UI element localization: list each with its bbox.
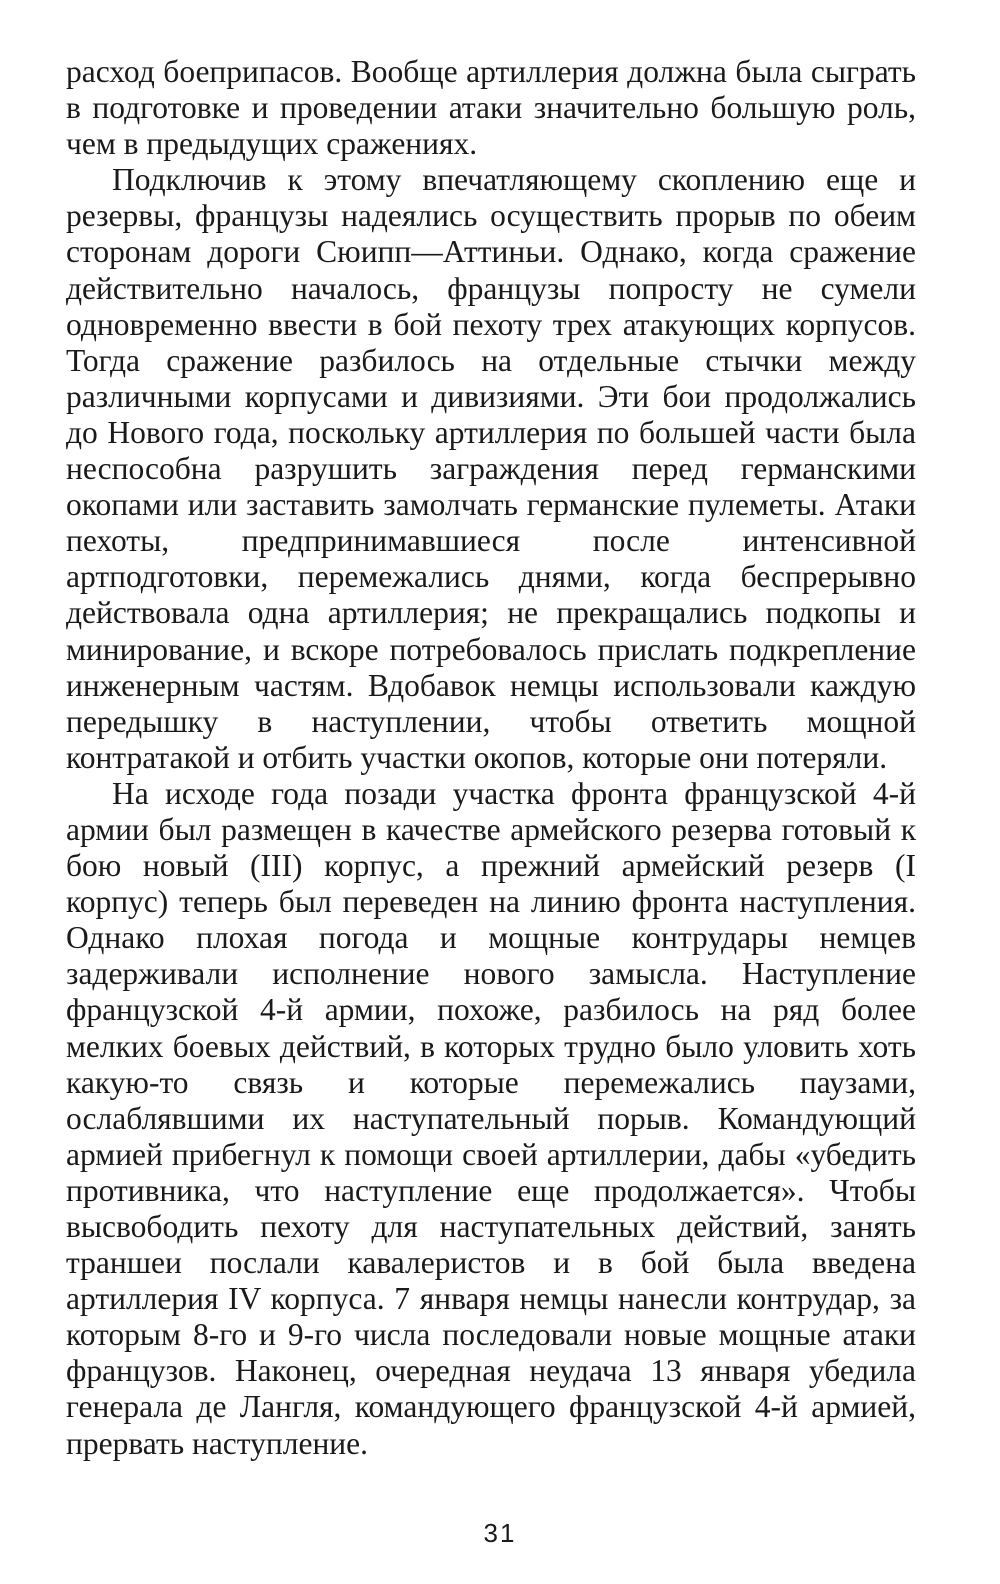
paragraph-2: Подключив к этому впечатляющему скоплению еще и резервы, французы надеялись осуществить прорыв по обеим сторонам дороги Сюипп—Аттиньи. Однако, когда сражение действительно началось, французы попросту не сумели одновременно ввести в бой пехоту трех атакующих корпусов. Тогда сражение разбилось на отдельные стычки между различными корпусами и дивизиями. Эти бои продолжались до Нового года, поскольку артиллерия по большей части была неспособна разрушить заграждения перед германскими окопами или заставить замолчать германские пулеметы. Атаки пехоты, предпринимавшиеся после интенсивной артподготовки, перемежались днями, когда беспрерывно действовала одна артиллерия; не прекращались подкопы и минирование, и вскоре потребовалось прислать подкрепление инженерным частям. Вдобавок немцы использовали каждую передышку в наступлении, чтобы ответить мощной контратакой и отбить участки окопов, которые они потеряли. [66, 162, 916, 775]
page-number: 31 [483, 1518, 517, 1548]
paragraph-1: расход боеприпасов. Вообще артиллерия должна была сыграть в подготовке и проведении атаки значительно большую роль, чем в предыдущих сражениях. [66, 54, 916, 162]
page-body [66, 54, 916, 1524]
paragraph-3: На исходе года позади участка фронта французской 4-й армии был размещен в качестве армейского резерва готовый к бою новый (III) корпус, а прежний армейский резерв (I корпус) теперь был переведен на линию фронта наступления. Однако плохая погода и мощные контрудары немцев задерживали исполнение нового замысла. Наступление французской 4-й армии, похоже, разбилось на ряд более мелких боевых действий, в которых трудно было уловить хоть какую-то связь и которые перемежались паузами, ослаблявшими их наступательный порыв. Командующий армией прибегнул к помощи своей артиллерии, дабы «убедить противника, что наступление еще продолжается». Чтобы высвободить пехоту для наступательных действий, занять траншеи послали кавалеристов и в бой была введена артиллерия IV корпуса. 7 января немцы нанесли контрудар, за которым 8-го и 9-го числа последовали новые мощные атаки французов. Наконец, очередная неудача 13 января убедила генерала де Лангля, командующего французской 4-й армией, прервать наступление. [66, 775, 916, 1461]
